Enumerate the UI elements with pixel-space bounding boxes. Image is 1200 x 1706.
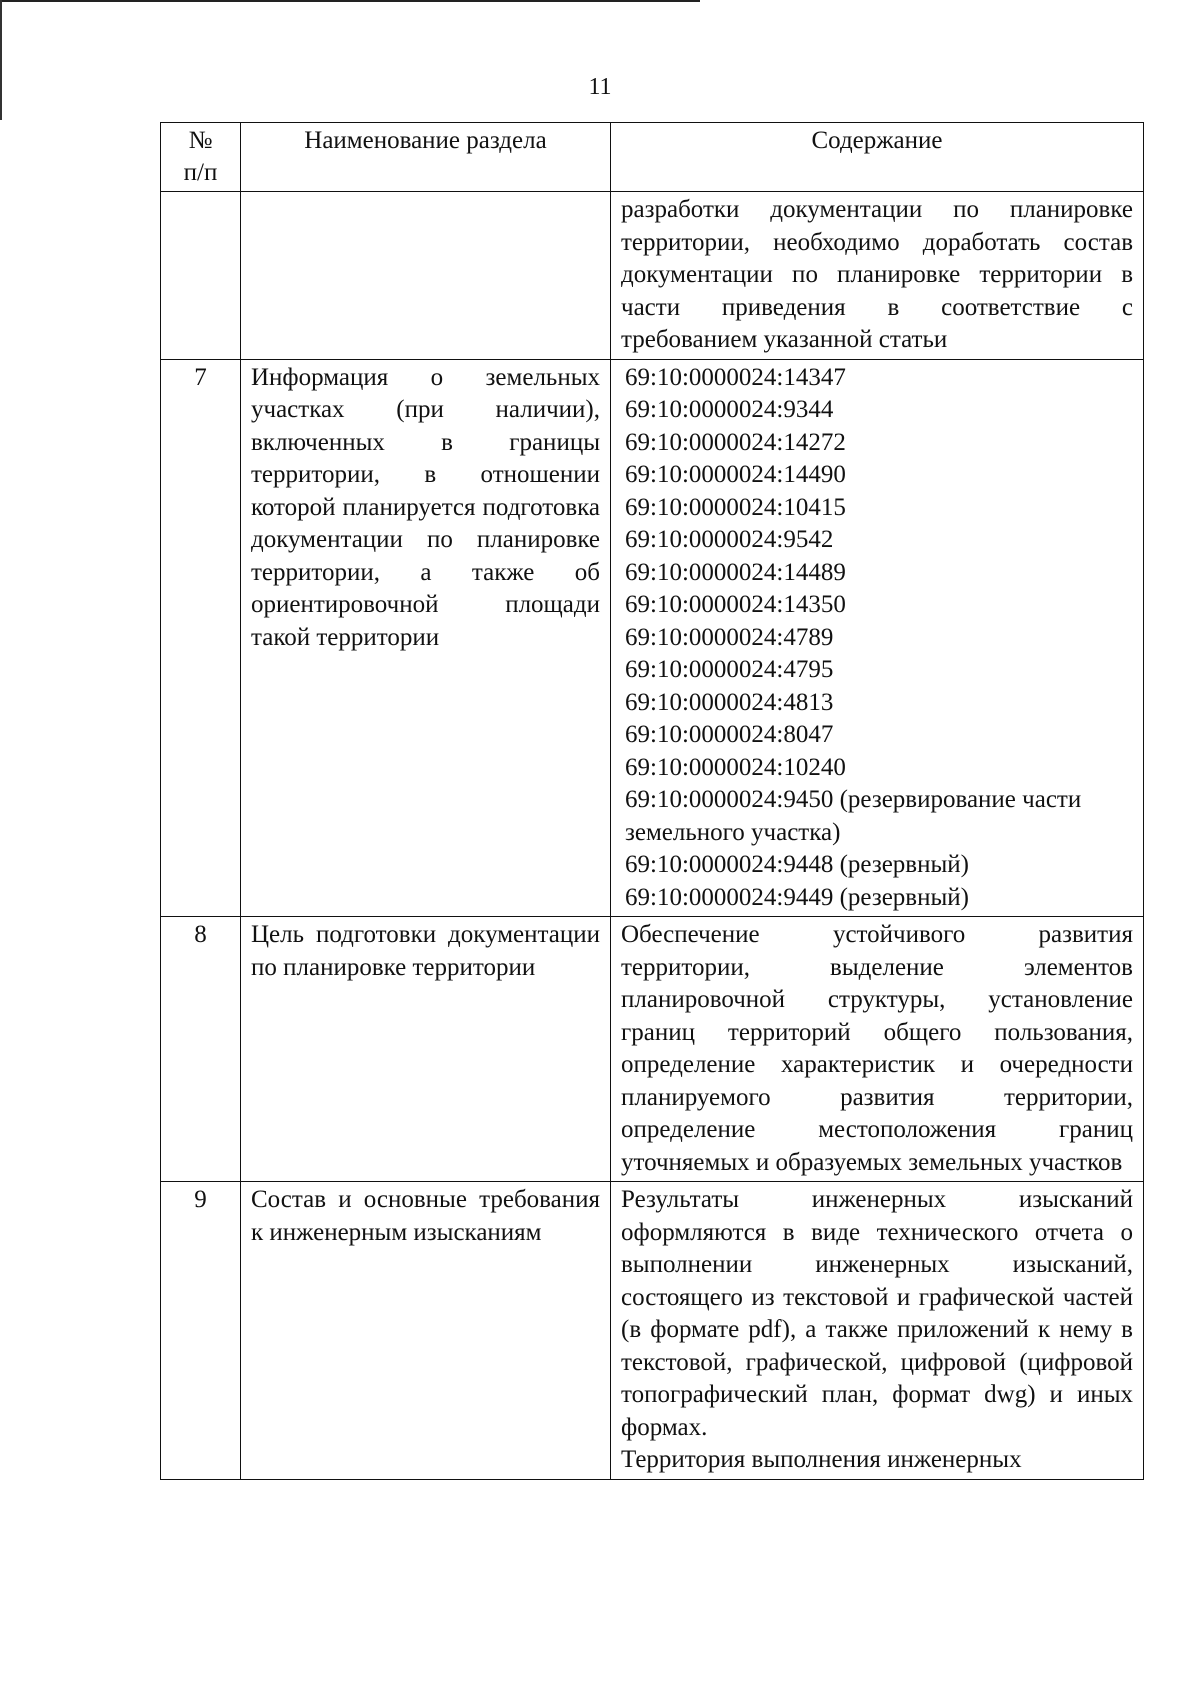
cadastral-number-list [621, 362, 1133, 915]
row-number: 8 [161, 917, 241, 1182]
cadastral-number: 69:10:0000024:4795 [625, 656, 834, 683]
row-content [611, 1182, 1144, 1480]
header-number-line1: № [188, 127, 213, 154]
cadastral-number: 69:10:0000024:4813 [625, 688, 834, 716]
header-number-line2: п/п [183, 159, 218, 186]
row-content: Обеспечение устойчивого развития территории, выделение элементов планировочной структуры, установление границ территорий общего пользования, определение характеристик и очередности планируемого развития территории, определение местоположения границ уточняемых и образуемых земельных участков [611, 917, 1144, 1182]
cadastral-number: 69:10:0000024:14489 [625, 558, 846, 586]
header-number [161, 123, 241, 192]
cadastral-number: 69:10:0000024:14272 [625, 428, 846, 456]
table-row [161, 359, 1144, 917]
cadastral-number: 69:10:0000024:10240 [625, 753, 846, 781]
cadastral-number: 69:10:0000024:14347 [625, 363, 846, 391]
table-row [161, 1182, 1144, 1480]
content-paragraph: Территория выполнения инженерных [621, 1446, 1022, 1473]
table-row [161, 192, 1144, 360]
cadastral-number: 69:10:0000024:14350 [625, 591, 846, 618]
scan-edge-bar [0, 0, 2, 120]
cadastral-number: 69:10:0000024:9448 (резервный) [625, 851, 969, 878]
row-section-name: Информация о земельных участках (при наличии), включенных в границы территории, в отношении которой планируется подготовка документации по планировке территории, а также об ориентировочной площади такой территории [241, 359, 611, 917]
table-row [161, 917, 1144, 1182]
content-paragraph: Результаты инженерных изысканий оформляются в виде технического отчета о выполнении инженерных изысканий, состоящего из текстовой и графической частей (в формате pdf), а также приложений к нему в текстовой, графической, цифровой (цифровой топографический план, формат dwg) и иных формах. [621, 1186, 1133, 1441]
row-number [161, 192, 241, 360]
cadastral-number: 69:10:0000024:9450 (резервирование части земельного участка) [625, 786, 1082, 846]
cadastral-number: 69:10:0000024:10415 [625, 493, 846, 521]
header-content: Содержание [611, 123, 1144, 192]
row-section-name: Цель подготовки документации по планировке территории [241, 917, 611, 1182]
row-number: 7 [161, 359, 241, 917]
table-header-row [161, 123, 1144, 192]
row-number: 9 [161, 1182, 241, 1480]
row-section-name [241, 192, 611, 360]
cadastral-number: 69:10:0000024:9449 (резервный) [625, 883, 969, 911]
header-section-name: Наименование раздела [241, 123, 611, 192]
row-section-name: Состав и основные требования к инженерным изысканиям [241, 1182, 611, 1480]
page-number: 11 [588, 74, 612, 100]
cadastral-number: 69:10:0000024:4789 [625, 623, 834, 651]
scan-edge-line [0, 0, 700, 2]
cadastral-number: 69:10:0000024:14490 [625, 461, 846, 488]
row-content: разработки документации по планировке территории, необходимо доработать состав документации по планировке территории в части приведения в соответствие с требованием указанной статьи [611, 192, 1144, 360]
cadastral-number: 69:10:0000024:8047 [625, 721, 834, 748]
cadastral-number: 69:10:0000024:9344 [625, 396, 834, 423]
cadastral-number: 69:10:0000024:9542 [625, 526, 834, 553]
requirements-table [160, 122, 1144, 1480]
row-content [611, 359, 1144, 917]
